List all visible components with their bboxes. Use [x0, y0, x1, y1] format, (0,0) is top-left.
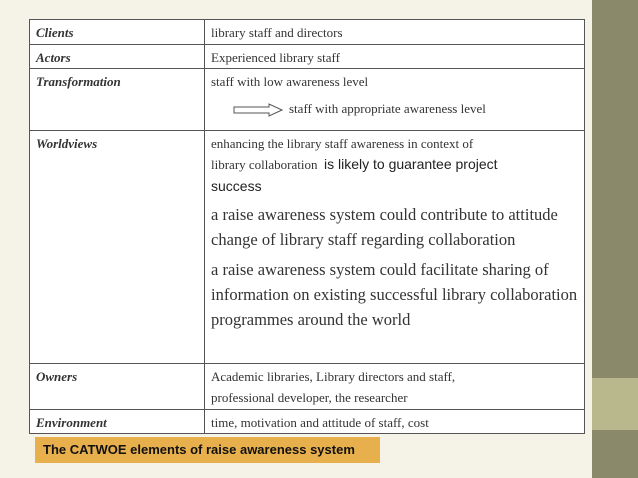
row-value-environment	[205, 410, 585, 434]
row-key-actors: Actors	[30, 45, 205, 69]
value-line: professional developer, the researcher	[211, 390, 408, 405]
row-key-owners: Owners	[30, 364, 205, 410]
row-key-transformation: Transformation	[30, 69, 205, 131]
table-row	[30, 69, 585, 131]
table-row	[30, 410, 585, 434]
row-value-clients	[205, 20, 585, 45]
table-caption: The CATWOE elements of raise awareness system	[35, 437, 380, 463]
row-value-actors	[205, 45, 585, 69]
table-row	[30, 45, 585, 69]
row-key-clients: Clients	[30, 20, 205, 45]
row-value-transformation	[205, 69, 585, 131]
row-key-worldviews: Worldviews	[30, 131, 205, 364]
worldview-paragraph: a raise awareness system could contribute to attitude change of library staff regarding collaboration	[211, 205, 558, 249]
value-line: time, motivation and attitude of staff, cost	[211, 415, 429, 430]
value-line: Academic libraries, Library directors and staff,	[211, 369, 456, 384]
catwoe-table	[29, 19, 585, 434]
worldview-paragraph: a raise awareness system could facilitate sharing of information on existing successful library collaboration programmes around the world	[211, 260, 578, 329]
value-line: enhancing the library staff awareness in context of	[211, 136, 474, 151]
value-sans-line: success	[211, 178, 262, 194]
table-row	[30, 20, 585, 45]
right-arrow-icon	[233, 103, 283, 117]
row-value-worldviews	[205, 131, 585, 364]
transformation-arrow-line	[211, 98, 578, 120]
row-key-environment: Environment	[30, 410, 205, 434]
value-line: library staff and directors	[211, 25, 343, 40]
table-row	[30, 364, 585, 410]
value-line: staff with low awareness level	[211, 74, 369, 89]
value-sans-part: is likely to guarantee project	[324, 156, 498, 172]
side-accent	[592, 378, 638, 430]
table-row	[30, 131, 585, 364]
value-serif-part: library collaboration	[211, 157, 318, 172]
transformation-result: staff with appropriate awareness level	[289, 101, 486, 116]
row-value-owners	[205, 364, 585, 410]
value-line-mixed	[211, 154, 578, 175]
value-line: Experienced library staff	[211, 50, 340, 65]
